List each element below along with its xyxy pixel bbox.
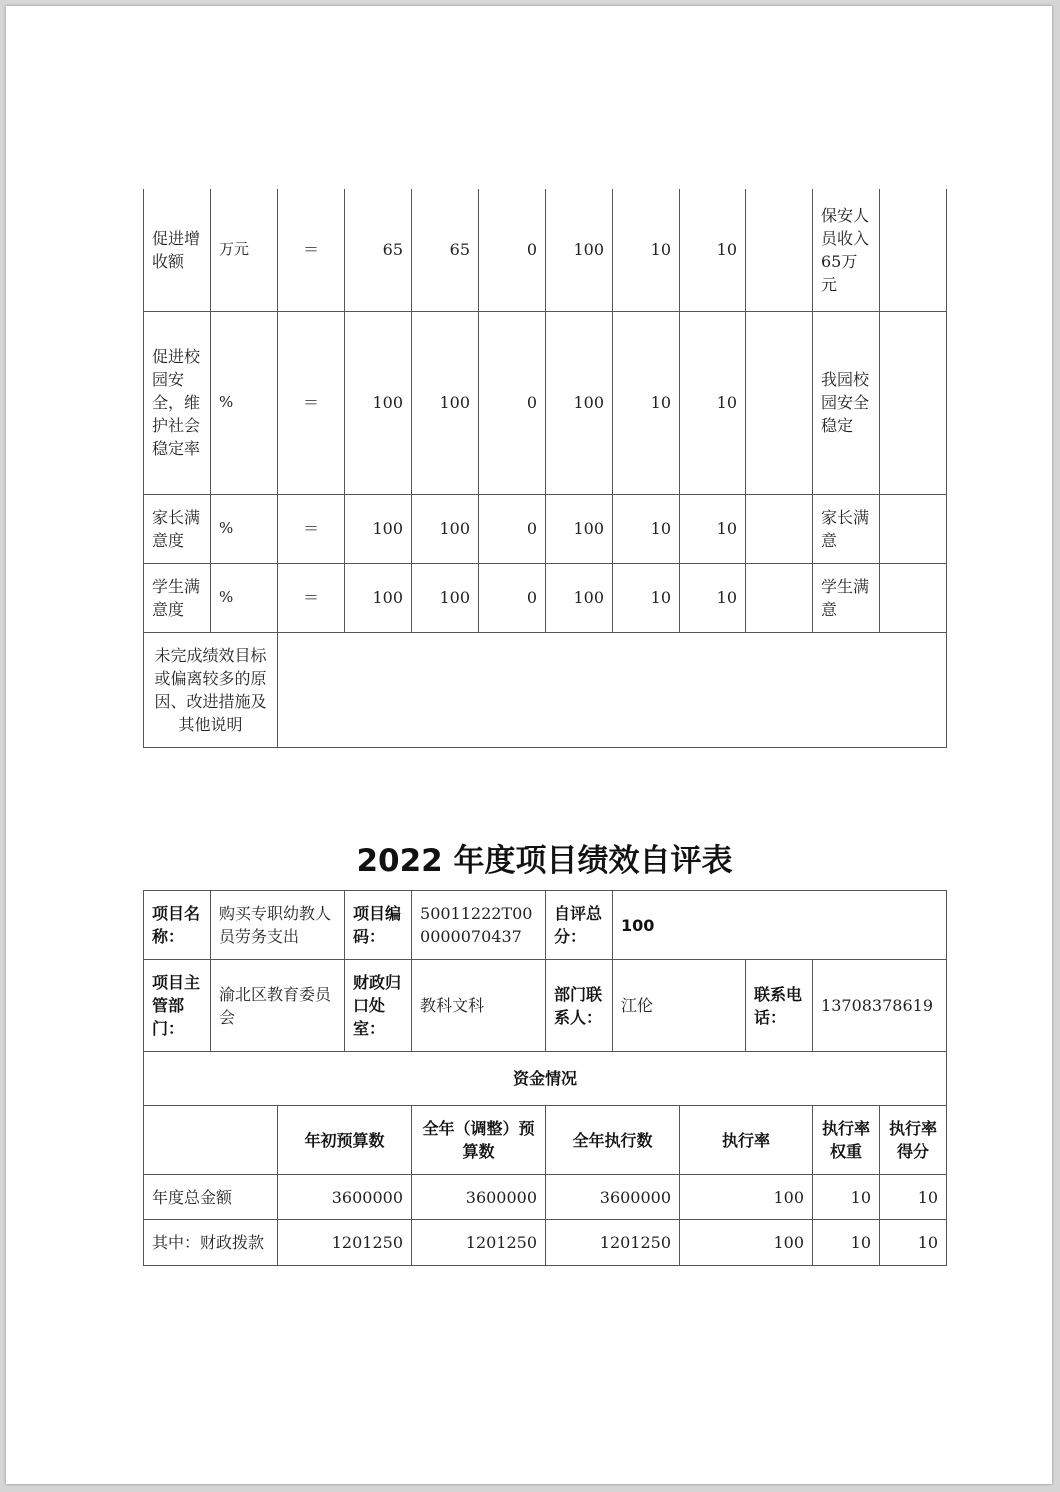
funds-header-score: 执行率得分 [880, 1106, 947, 1175]
indicator-extra [880, 494, 947, 563]
funds-score: 10 [880, 1220, 947, 1266]
indicator-name: 促进增收额 [144, 189, 211, 311]
funds-initial: 3600000 [278, 1175, 412, 1220]
form-title: 2022 年度项目绩效自评表 [356, 843, 733, 879]
phone-value: 13708378619 [813, 960, 947, 1052]
unfinished-label: 未完成绩效目标或偏离较多的原因、改进措施及其他说明 [144, 632, 278, 747]
indicator-target: 100 [345, 563, 412, 632]
project-name-label: 项目名称： [144, 891, 211, 960]
project-code-label: 项目编码： [345, 891, 412, 960]
indicator-note [746, 494, 813, 563]
indicator-unit: % [211, 311, 278, 494]
funds-score: 10 [880, 1175, 947, 1220]
indicator-operator: ＝ [278, 311, 345, 494]
indicator-unit: % [211, 563, 278, 632]
funds-rate: 100 [680, 1175, 813, 1220]
indicator-deviation: 0 [479, 189, 546, 311]
indicator-note [746, 311, 813, 494]
indicator-remark: 家长满意 [813, 494, 880, 563]
indicator-score: 10 [680, 189, 746, 311]
indicator-unit: % [211, 494, 278, 563]
indicator-operator: ＝ [278, 494, 345, 563]
funds-executed: 3600000 [546, 1175, 680, 1220]
indicator-operator: ＝ [278, 189, 345, 311]
project-info-row [144, 891, 947, 960]
indicator-unit: 万元 [211, 189, 278, 311]
document-page [6, 6, 1052, 1484]
project-code: 50011222T000000070437 [412, 891, 546, 960]
indicator-weight: 10 [613, 494, 680, 563]
funds-weight: 10 [813, 1220, 880, 1266]
funds-adjusted: 3600000 [412, 1175, 546, 1220]
indicator-remark: 我园校园安全稳定 [813, 311, 880, 494]
unfinished-row [144, 632, 947, 747]
indicator-weight: 10 [613, 311, 680, 494]
funds-section-row [144, 1052, 947, 1106]
funds-adjusted: 1201250 [412, 1220, 546, 1266]
funds-weight: 10 [813, 1175, 880, 1220]
funds-header-weight: 执行率权重 [813, 1106, 880, 1175]
indicator-remark: 保安人员收入65万元 [813, 189, 880, 311]
indicator-rate: 100 [546, 311, 613, 494]
indicator-deviation: 0 [479, 311, 546, 494]
indicator-extra [880, 563, 947, 632]
project-name: 购买专职幼教人员劳务支出 [211, 891, 345, 960]
indicator-note [746, 189, 813, 311]
indicator-target: 100 [345, 311, 412, 494]
indicator-weight: 10 [613, 189, 680, 311]
indicator-extra [880, 311, 947, 494]
indicator-name: 促进校园安全，维护社会稳定率 [144, 311, 211, 494]
indicator-actual: 100 [412, 563, 479, 632]
project-evaluation-table [143, 890, 947, 1266]
indicator-weight: 10 [613, 563, 680, 632]
unfinished-value [278, 632, 947, 747]
office-label: 财政归口处室： [345, 960, 412, 1052]
indicator-score: 10 [680, 563, 746, 632]
funds-header-initial: 年初预算数 [278, 1106, 412, 1175]
funds-header-executed: 全年执行数 [546, 1106, 680, 1175]
indicator-rate: 100 [546, 494, 613, 563]
indicator-rate: 100 [546, 563, 613, 632]
indicator-deviation: 0 [479, 563, 546, 632]
indicator-score: 10 [680, 311, 746, 494]
indicator-score: 10 [680, 494, 746, 563]
department-info-row [144, 960, 947, 1052]
indicator-actual: 100 [412, 494, 479, 563]
indicator-extra [880, 189, 947, 311]
funds-header-label [144, 1106, 278, 1175]
self-score: 100 [613, 891, 947, 960]
indicator-actual: 100 [412, 311, 479, 494]
indicator-target: 100 [345, 494, 412, 563]
indicator-note [746, 563, 813, 632]
indicator-table [143, 189, 947, 748]
office-value: 教科文科 [412, 960, 546, 1052]
funds-header-row [144, 1106, 947, 1175]
table-row [144, 189, 947, 311]
funds-executed: 1201250 [546, 1220, 680, 1266]
funds-initial: 1201250 [278, 1220, 412, 1266]
indicator-remark: 学生满意 [813, 563, 880, 632]
table-row [144, 563, 947, 632]
funds-section-title: 资金情况 [144, 1052, 947, 1106]
funds-row-label: 年度总金额 [144, 1175, 278, 1220]
indicator-actual: 65 [412, 189, 479, 311]
contact-label: 部门联系人： [546, 960, 613, 1052]
indicator-rate: 100 [546, 189, 613, 311]
phone-label: 联系电话： [746, 960, 813, 1052]
table-row [144, 1220, 947, 1266]
dept-value: 渝北区教育委员会 [211, 960, 345, 1052]
indicator-name: 家长满意度 [144, 494, 211, 563]
indicator-target: 65 [345, 189, 412, 311]
funds-header-adjusted: 全年（调整）预算数 [412, 1106, 546, 1175]
dept-label: 项目主管部门： [144, 960, 211, 1052]
funds-header-rate: 执行率 [680, 1106, 813, 1175]
self-score-label: 自评总分： [546, 891, 613, 960]
funds-rate: 100 [680, 1220, 813, 1266]
indicator-deviation: 0 [479, 494, 546, 563]
table-row [144, 1175, 947, 1220]
funds-row-label: 其中：财政拨款 [144, 1220, 278, 1266]
indicator-operator: ＝ [278, 563, 345, 632]
indicator-name: 学生满意度 [144, 563, 211, 632]
table-row [144, 311, 947, 494]
table-row [144, 494, 947, 563]
contact-value: 江伦 [613, 960, 746, 1052]
